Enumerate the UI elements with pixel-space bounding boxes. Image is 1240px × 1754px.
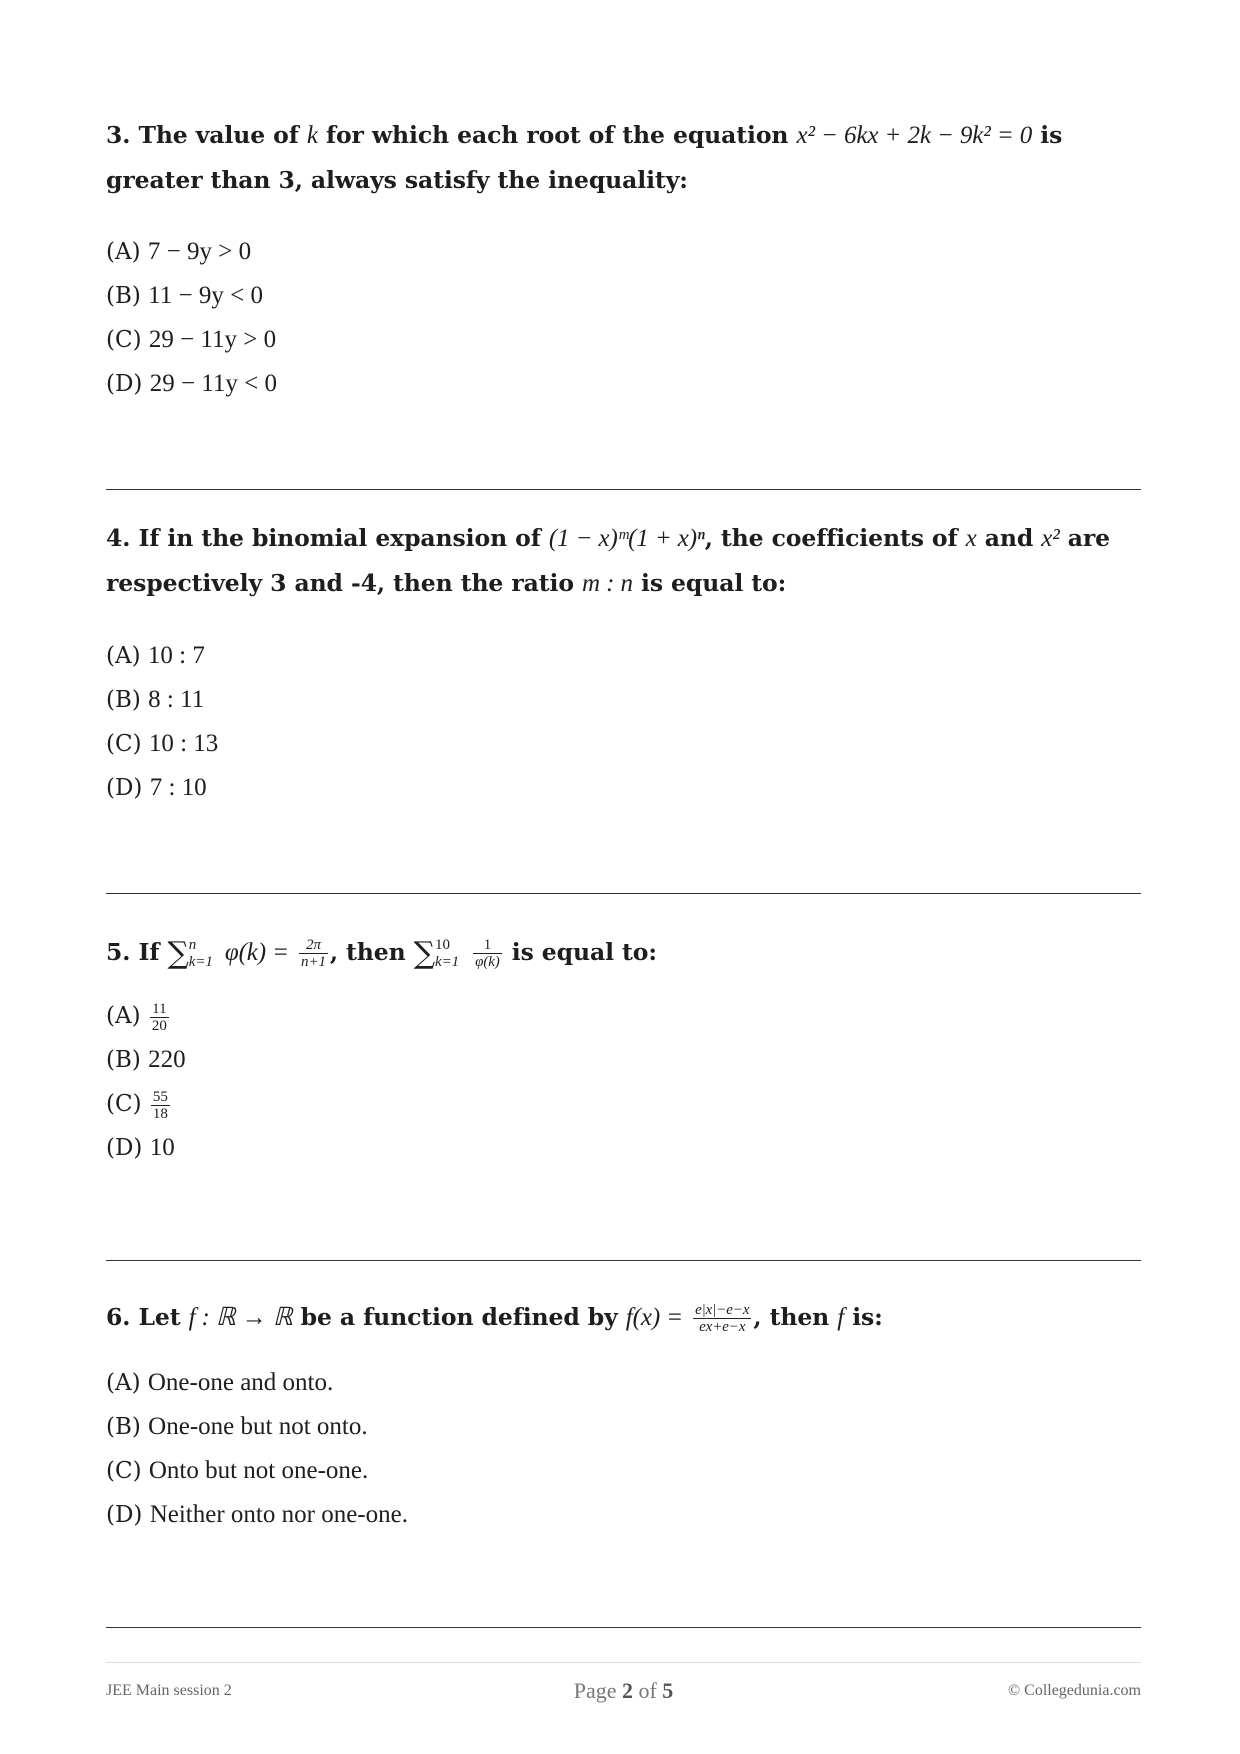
option-d: (D) 7 : 10: [106, 774, 207, 801]
question-stem: 4. If in the binomial expansion of (1 − x)ᵐ(1 + x)ⁿ, the coefficients of x and x² are respectively 3 and -4, then the ratio m : n is equal to:: [106, 524, 1111, 597]
question-3: [106, 113, 1141, 406]
divider: [106, 893, 1141, 894]
option-b: (B) 11 − 9y < 0: [106, 282, 263, 309]
exam-name: JEE Main session 2: [106, 1682, 232, 1699]
option-b: (B) 220: [106, 1046, 186, 1073]
option-a: (A) One-one and onto.: [106, 1369, 334, 1396]
divider: [106, 489, 1141, 490]
options-list: [106, 634, 1141, 810]
option-c: (C) $\frac{55}{18}$: [106, 1088, 168, 1122]
options-list: [106, 1361, 1141, 1537]
question-6: [106, 1288, 1141, 1537]
page-footer: [106, 1678, 1141, 1708]
copyright: © Collegedunia.com: [1007, 1682, 1141, 1699]
options-list: [106, 994, 1141, 1170]
divider: [106, 1627, 1141, 1628]
question-4: [106, 516, 1141, 810]
option-a: (A) $\frac{11}{20}$: [106, 1000, 167, 1034]
option-b: (B) 8 : 11: [106, 686, 205, 713]
divider: [106, 1260, 1141, 1261]
option-d: (D) Neither onto nor one-one.: [106, 1501, 408, 1528]
option-d: (D) 10: [106, 1134, 175, 1161]
question-stem: 5. If ∑ n k=1 φ(k) = $\frac{2\pi}{n+1}$ , then ∑ 10 k=1 $\frac{1}{\varphi(k)}$ is equal to:: [106, 936, 657, 971]
option-b: (B) One-one but not onto.: [106, 1413, 368, 1440]
option-c: (C) Onto but not one-one.: [106, 1457, 369, 1484]
option-a: (A) 7 − 9y > 0: [106, 238, 252, 265]
option-d: (D) 29 − 11y < 0: [106, 370, 277, 397]
option-c: (C) 29 − 11y > 0: [106, 326, 277, 353]
question-stem: 6. Let f : ℝ → ℝ be a function defined by f(x) = $\frac{e|x|-e-x}{ex+e-x}$ , then f is:: [106, 1302, 883, 1335]
option-c: (C) 10 : 13: [106, 730, 219, 757]
page-number: Page 2 of 5: [573, 1678, 674, 1703]
options-list: [106, 230, 1141, 406]
question-stem: 3. The value of k for which each root of the equation x² − 6kx + 2k − 9k² = 0 is greater than 3, always satisfy the inequality:: [106, 121, 1063, 194]
document-page: [106, 0, 1141, 1754]
question-5: [106, 922, 1141, 1170]
footer-divider: [106, 1662, 1141, 1663]
equation: x² − 6kx + 2k − 9k² = 0: [796, 122, 1033, 149]
option-a: (A) 10 : 7: [106, 642, 205, 669]
